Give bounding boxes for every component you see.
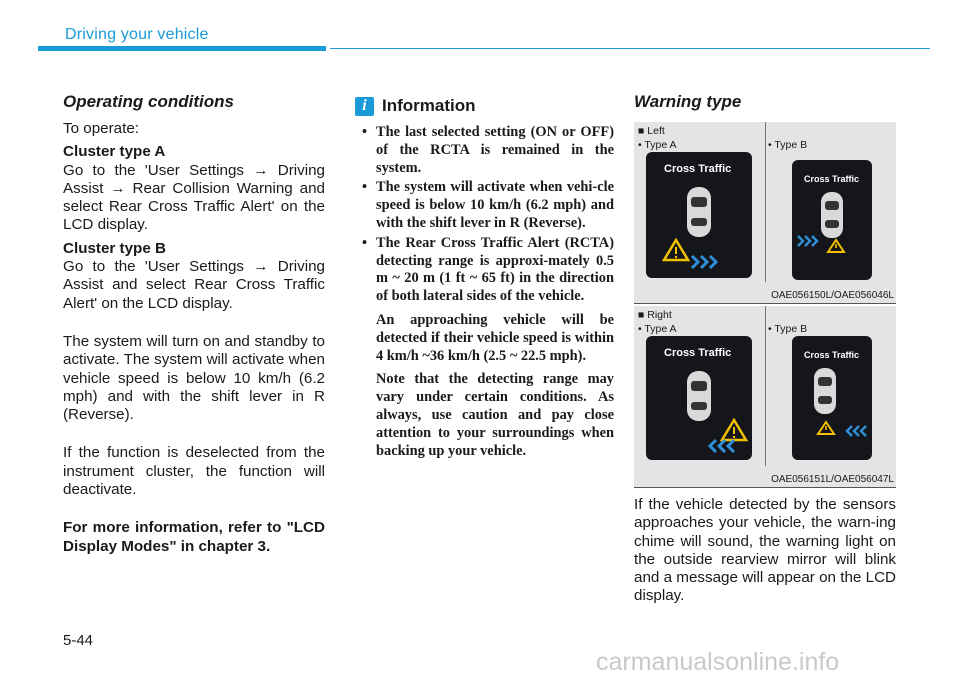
cluster-b-text: Go to the 'User Settings → Driving Assist and select Rear Cross Traffic Alert' on the LCD display. (63, 258, 325, 312)
page-number: 5-44 (63, 632, 94, 649)
car-warning-graphic (792, 336, 872, 460)
screen-cross-traffic-text: Cross Traffic (664, 347, 732, 359)
figure-divider (765, 306, 766, 466)
information-caution-note: Note that the detecting range may vary under certain conditions. As always, use caution and pay close attention to your surroundings when backing up your vehicle. (376, 371, 614, 459)
warning-type-heading: Warning type (634, 92, 742, 111)
screen-cross-traffic-text: Cross Traffic (804, 174, 860, 184)
information-detection-speed: An approaching vehicle will be detected if their vehicle speed is within 4 km/h ~36 km/h (2.5 ~ 22.5 mph). (376, 311, 614, 364)
figure-code: OAE056151L/OAE056047L (771, 474, 894, 485)
more-info-text (63, 519, 325, 556)
car-warning-graphic (646, 336, 752, 460)
figure-divider (765, 122, 766, 282)
screen-cross-traffic-text: Cross Traffic (804, 350, 860, 360)
to-operate-text: To operate: (63, 120, 139, 137)
information-header (354, 96, 614, 116)
information-box (354, 96, 614, 460)
car-warning-graphic (792, 160, 872, 280)
operating-conditions-heading: Operating conditions (63, 92, 234, 111)
warning-type-section (634, 92, 896, 112)
figure-rule (634, 303, 896, 304)
figure-type-a-label: • Type A (638, 139, 677, 151)
figure-type-a-label: • Type A (638, 323, 677, 335)
standby-text: The system will turn on and standby to activate. The system will activate when vehicle speed is below 10 km/h (6.2 mph) and with the shift lever in R (Reverse). (63, 332, 325, 424)
info-icon: i (355, 97, 374, 116)
cluster-b-title: Cluster type B (63, 239, 166, 257)
section-header: Driving your vehicle (65, 26, 209, 43)
cluster-a-text: Go to the 'User Settings → Driving Assist → Rear Collision Warning and select Rear Cross Traffic Alert' on the LCD display. (63, 161, 325, 234)
cluster-b-screen (792, 160, 872, 280)
figure-right-warning (634, 306, 896, 488)
warning-description: If the vehicle detected by the sensors approaches your vehicle, the warn-ing chime will sound, the warning light on the outside rearview mirror will blink and a message will appear on the LCD display. (634, 496, 896, 605)
figure-type-b-label: • Type B (768, 139, 808, 151)
header-rule (330, 48, 930, 49)
figure-side-label: ■ Left (638, 125, 665, 137)
screen-cross-traffic-text: Cross Traffic (664, 163, 732, 175)
more-info-prefix: For more information, refer to " (63, 519, 294, 537)
cluster-b-screen (792, 336, 872, 460)
watermark: carmanualsonline.info (596, 648, 840, 676)
car-warning-graphic (646, 152, 752, 278)
cluster-a-title: Cluster type A (63, 143, 166, 161)
header-accent-bar (38, 46, 326, 51)
more-info-reference: LCD Display Modes" in chapter 3. (63, 519, 325, 555)
figure-side-label: ■ Right (638, 309, 672, 321)
information-list (354, 124, 614, 306)
cluster-a-screen (646, 152, 752, 278)
operating-conditions-column (63, 92, 325, 556)
figure-rule (634, 487, 896, 488)
cluster-a-screen (646, 336, 752, 460)
figure-left-warning (634, 122, 896, 304)
figure-type-b-label: • Type B (768, 323, 808, 335)
information-item: • The Rear Cross Traffic Alert (RCTA) detecting range is approxi-mately 0.5 m ~ 20 m (1 ft ~ 65 ft) in the direction of both lateral sides of the vehicle. (354, 235, 614, 306)
information-title: Information (382, 96, 476, 115)
deselect-text: If the function is deselected from the instrument cluster, the function will deactivate. (63, 444, 325, 499)
information-item: • The last selected setting (ON or OFF) of the RCTA is remained in the system. (354, 124, 614, 177)
figure-code: OAE056150L/OAE056046L (771, 290, 894, 301)
information-item: • The system will activate when vehi-cle speed is below 10 km/h (6.2 mph) and with the shift lever in R (Reverse). (354, 179, 614, 232)
